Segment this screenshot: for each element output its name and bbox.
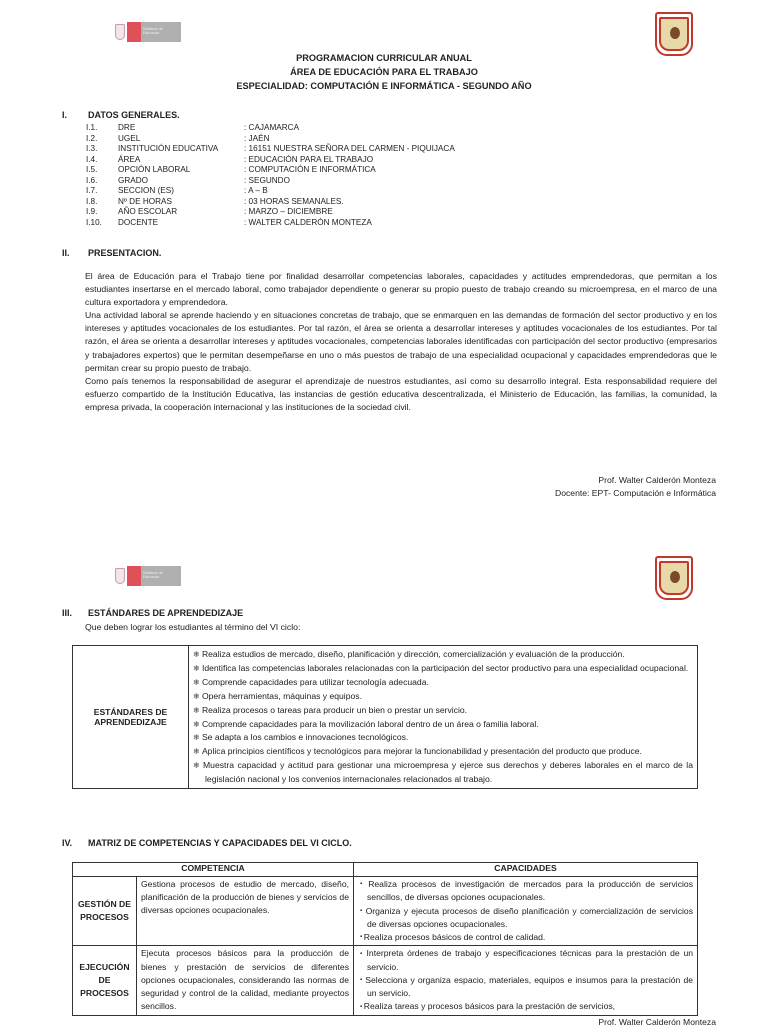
row-value: : WALTER CALDERÓN MONTEZA <box>244 217 372 227</box>
signature: Prof. Walter Calderón Monteza Docente: EPT- Computación e Informática <box>555 475 716 498</box>
capacity-item: ▪ Selecciona y organiza espacio, materiales, equipos e insumos para la prestación de un servicio. <box>358 974 693 1001</box>
row-number: I.7. <box>86 186 98 195</box>
row-value: : MARZO – DICIEMBRE <box>244 207 333 216</box>
row-label: UGEL <box>118 133 141 143</box>
row-label: SECCION (ES) <box>118 186 174 195</box>
row-number: I.2. <box>86 133 98 143</box>
row-number: I.1. <box>86 123 98 132</box>
competence-text: Ejecuta procesos básicos para la producción de bienes y prestación de servicios de diferentes opciones ocupacionales, considerando las normas de seguridad y control de la calidad, mediante proyectos sencillos. <box>137 946 354 1015</box>
doc-specialty: ESPECIALIDAD: COMPUTACIÓN E INFORMÁTICA - SEGUNDO AÑO <box>236 81 532 91</box>
standard-item: ❄ Opera herramientas, máquinas y equipos. <box>193 690 693 704</box>
standard-item: ❄ Identifica las competencias laborales relacionadas con la participación del sector productivo para una especialidad ocupacional. <box>193 662 693 676</box>
header-competencia: COMPETENCIA <box>73 863 354 877</box>
doc-title: PROGRAMACION CURRICULAR ANUAL <box>296 53 472 63</box>
school-crest <box>655 556 693 600</box>
capacity-item: ▪ Interpreta órdenes de trabajo y especificaciones técnicas para la prestación de un servicio. <box>358 947 693 974</box>
row-number: I.4. <box>86 154 98 164</box>
matrix-row <box>73 946 698 1015</box>
standard-item: ❄ Aplica principios científicos y tecnológicos para mejorar la funcionabilidad y presentación del producto que produce. <box>193 745 693 759</box>
row-label: ÁREA <box>118 154 141 164</box>
ministry-logo: Ministerio de Educación <box>115 22 181 42</box>
row-label: AÑO ESCOLAR <box>118 207 178 216</box>
standard-item: ❄ Se adapta a los cambios e innovaciones tecnológicos. <box>193 731 693 745</box>
presentation-text: El área de Educación para el Trabajo tiene por finalidad desarrollar competencias laborales, capacidades y actitudes emprendedoras, que permitan a los estudiantes insertarse en el mercado laboral, como trabajador dependiente o generar su propio puesto de trabajo creando su microempresa, en el marco de una cultura exportadora y emprendedora. Una actividad laboral se aprende haciendo y en situaciones concretas de trabajo, que se enmarquen en las demandas de formación del sector productivo y en los intereses y aptitudes vocacionales de los estudiantes. Por tal razón, el área se orienta a desarrollar intereses y aptitudes vocacionales de los estudiantes. Por tal razón, el área se orienta a desarrollar intereses y aptitudes vocacionales, competencias laborales identificadas con participación del sector productivo (empresarios y trabajadores expertos) que le permitan desempeñarse en uno o más puestos de trabajo de una especialidad ocupacional y capacidades emprendedoras que le permitan crear su propio puesto de trabajo. Como país tenemos la responsabilidad de asegurar el aprendizaje de nuestros estudiantes, así como su desarrollo integral. Esta responsabilidad requiere del esfuerzo compartido de la Institución Educativa, las instancias de gestión educativa descentralizada, el Ministerio de Educación, las familias, la comunidad, la empresa privada, la cooperación internacional y las instituciones de la sociedad civil. <box>85 271 717 412</box>
standard-item: ❄ Comprende capacidades para la movilización laboral dentro de un área o familia laboral. <box>193 718 693 732</box>
school-crest <box>655 12 693 56</box>
row-value: : SEGUNDO <box>244 175 290 185</box>
row-value: : EDUCACIÓN PARA EL TRABAJO <box>244 154 374 164</box>
competence-text: Gestiona procesos de estudio de mercado, diseño, planificación de la producción de bienes y servicios de diversas opciones ocupacionales. <box>137 877 354 946</box>
signature-footer: Prof. Walter Calderón Monteza <box>598 1017 716 1027</box>
standards-label: ESTÁNDARES DE APRENDEDIZAJE <box>73 646 189 789</box>
row-value: : COMPUTACIÓN E INFORMÁTICA <box>244 165 376 174</box>
row-number: I.10. <box>86 217 102 227</box>
standard-item: ❄ Comprende capacidades para utilizar tecnología adecuada. <box>193 676 693 690</box>
row-number: I.6. <box>86 175 98 185</box>
row-number: I.8. <box>86 196 98 206</box>
row-number: I.9. <box>86 207 98 216</box>
capacity-item: ▪ Realiza procesos de investigación de mercados para la producción de servicios sencillos, de diversas opciones ocupacionales. <box>358 878 693 905</box>
doc-subtitle: ÁREA DE EDUCACIÓN PARA EL TRABAJO <box>290 67 478 77</box>
row-label: DOCENTE <box>118 217 159 227</box>
row-label: OPCIÓN LABORAL <box>118 165 191 174</box>
standard-item: ❄ Muestra capacidad y actitud para gestionar una microempresa y ejerce sus derechos y deberes laborales en el marco de la legislación nacional y los convenios internacionales relacionados al trabajo. <box>193 759 693 786</box>
process-label: GESTIÓN DE PROCESOS <box>73 877 137 946</box>
standard-item: ❄ Realiza procesos o tareas para producir un bien o prestar un servicio. <box>193 704 693 718</box>
matrix-row <box>73 877 698 946</box>
capacity-item: ▪ Realiza procesos básicos de control de calidad. <box>358 931 693 944</box>
row-number: I.5. <box>86 165 98 174</box>
row-label: Nº DE HORAS <box>118 196 172 206</box>
capacity-item: ▪ Realiza tareas y procesos básicos para la prestación de servicios, <box>358 1000 693 1013</box>
row-label: INSTITUCIÓN EDUCATIVA <box>118 144 219 153</box>
standards-table <box>72 645 698 789</box>
row-value: : A – B <box>244 186 268 195</box>
header-capacidades: CAPACIDADES <box>354 863 698 877</box>
row-number: I.3. <box>86 144 98 153</box>
row-label: GRADO <box>118 175 149 185</box>
row-value: : JAÉN <box>244 133 270 143</box>
row-value: : 03 HORAS SEMANALES. <box>244 196 344 206</box>
row-label: DRE <box>118 123 136 132</box>
standard-item: ❄ Realiza estudios de mercado, diseño, planificación y dirección, comercialización y evaluación de la producción. <box>193 648 693 662</box>
row-value: : 16151 NUESTRA SEÑORA DEL CARMEN - PIQUIJACA <box>244 144 455 153</box>
process-label: EJECUCIÓN DE PROCESOS <box>73 946 137 1015</box>
competency-matrix <box>72 862 698 1016</box>
row-value: : CAJAMARCA <box>244 123 300 132</box>
ministry-logo: Ministerio de Educación <box>115 566 181 586</box>
capacity-item: ▪ Organiza y ejecuta procesos de diseño planificación y comercialización de servicios de diversas opciones ocupacionales. <box>358 905 693 932</box>
section-subtitle: Que deben lograr los estudiantes al término del VI ciclo: <box>85 622 301 632</box>
